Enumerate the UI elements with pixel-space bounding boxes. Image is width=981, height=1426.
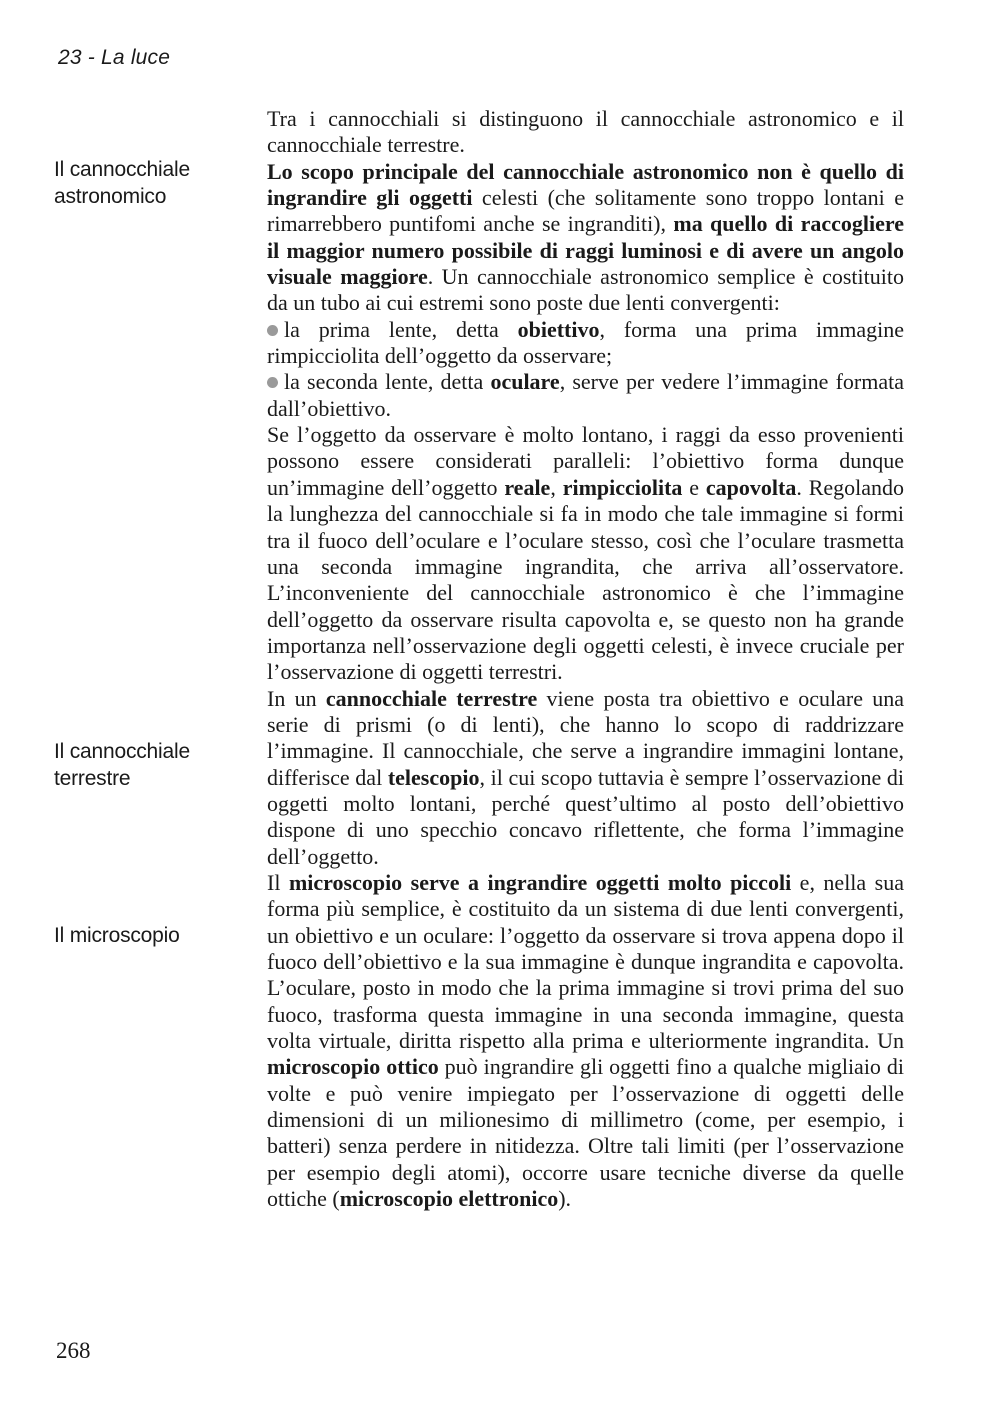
bullet-item-obiettivo: la prima lente, detta obiettivo, forma una prima immagine rimpicciolita dell’oggetto da osservare; xyxy=(267,316,904,369)
margin-label-astronomico: Il cannocchiale astronomico xyxy=(54,158,190,208)
paragraph-astronomico-immagine: Se l’oggetto da osservare è molto lontano, i raggi da esso provenienti possono essere considerati paralleli: l’obiettivo forma dunque un’immagine dell’oggetto reale, rimpicciolita e capovolta. Regolando la lunghezza del cannocchiale si fa in modo che tale immagine si formi tra il fuoco dell’oculare e l’oculare stesso, così che l’oculare trasmetta una seconda immagine ingrandita, che arriva all’osservatore. L’inconveniente del cannocchiale astronomico è che l’immagine dell’oggetto da osservare risulta capovolta e, se questo non ha grande importanza nell’osservazione degli oggetti celesti, è invece cruciale per l’osservazione di oggetti terrestri. xyxy=(267,422,905,685)
paragraph-astronomico: Lo scopo principale del cannocchiale astronomico non è quello di ingrandire gli oggetti celesti (che solitamente sono troppo lontani e rimarrebbero puntifomi anche se ingranditi), ma quello di raccogliere il maggior numero possibile di raggi luminosi e di avere un angolo visuale maggiore. Un cannocchiale astronomico semplice è costituito da un tubo ai cui estremi sono poste due lenti convergenti: xyxy=(267,158,904,316)
paragraph-intro: Tra i cannocchiali si distinguono il cannocchiale astronomico e il cannocchiale terrestre. xyxy=(267,106,904,158)
margin-label-microscopio: Il microscopio xyxy=(54,924,180,947)
page-number: 268 xyxy=(56,1338,91,1363)
bullet-dot-icon xyxy=(267,377,278,388)
bullet-item-oculare: la seconda lente, detta oculare, serve per vedere l’immagine formata dall’obiettivo. xyxy=(267,369,904,421)
body-text xyxy=(267,106,904,1212)
paragraph-microscopio: Il microscopio serve a ingrandire oggetti molto piccoli e, nella sua forma più semplice, è costituito da un sistema di due lenti convergenti, un obiettivo e un oculare: l’oggetto da osservare si trova appena dopo il fuoco dell’obiettivo e la sua immagine è dunque ingrandita e capovolta. L’oculare, posto in modo che la prima immagine si trovi prima del suo fuoco, trasforma questa immagine in una seconda immagine, questa volta virtuale, diritta rispetto alla prima e ulteriormente ingrandita. Un microscopio ottico può ingrandire gli oggetti fino a qualche migliaio di volte e può venire impiegato per l’osservazione di oggetti delle dimensioni di un milionesimo di millimetro (come, per esempio, i batteri) senza perdere in nitidezza. Oltre tali limiti (per l’osservazione per esempio degli atomi), occorre usare tecniche diverse da quelle ottiche (microscopio elettronico). xyxy=(267,869,904,1212)
running-head: 23 - La luce xyxy=(58,46,171,69)
paragraph-terrestre: In un cannocchiale terrestre viene posta tra obiettivo e oculare una serie di prismi (o di lenti), che hanno lo scopo di raddrizzare l’immagine. Il cannocchiale, che serve a ingrandire immagini lontane, differisce dal telescopio, il cui scopo tuttavia è sempre l’osservazione di oggetti molto lontani, perché quest’ultimo al posto dell’obiettivo dispone di uno specchio concavo riflettente, che forma l’immagine dell’oggetto. xyxy=(267,685,905,869)
margin-label-terrestre: Il cannocchiale terrestre xyxy=(54,740,190,790)
bullet-dot-icon xyxy=(267,325,278,336)
